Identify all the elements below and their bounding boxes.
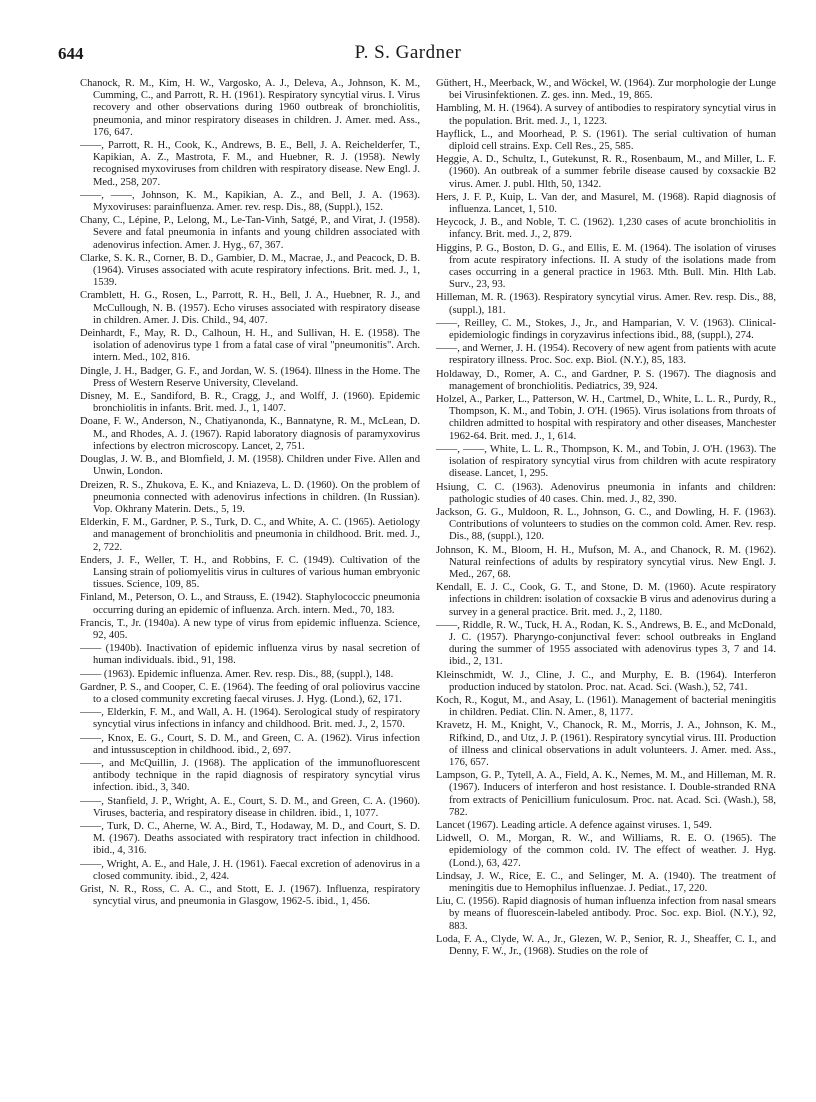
reference-entry: Francis, T., Jr. (1940a). A new type of virus from epidemic influenza. Science, 92, 405.	[80, 617, 420, 641]
reference-column-right	[436, 78, 776, 959]
reference-entry: Kleinschmidt, W. J., Cline, J. C., and Murphy, E. B. (1964). Interferon production induced by statolon. Proc. nat. Acad. Sci. (Wash.), 52, 741.	[436, 669, 776, 693]
reference-entry: ——, Riddle, R. W., Tuck, H. A., Rodan, K. S., Andrews, B. E., and McDonald, J. C. (1957). Pharyngo-conjunctival fever: school outbreaks in England during the summer of 1955 associated with adenovirus types 3, 7 and 14. ibid., 2, 131.	[436, 619, 776, 668]
reference-entry: ——, ——, White, L. L. R., Thompson, K. M., and Tobin, J. O'H. (1963). The isolation of respiratory syncytial virus from children with acute respiratory disease. Lancet, 1, 295.	[436, 443, 776, 480]
reference-entry: Lampson, G. P., Tytell, A. A., Field, A. K., Nemes, M. M., and Hilleman, M. R. (1967). Inducers of interferon and host resistance. I. Double-stranded RNA from extracts of Penicillium funiculosum. Proc. nat. Acad. Sci. (Wash.), 58, 782.	[436, 770, 776, 818]
reference-entry: —— (1940b). Inactivation of epidemic influenza virus by nasal secretion of human individuals. ibid., 91, 198.	[80, 643, 420, 667]
running-head-author: P. S. Gardner	[354, 42, 462, 63]
reference-entry: Deinhardt, F., May, R. D., Calhoun, H. H., and Sullivan, H. E. (1958). The isolation of adenovirus type 1 from a fatal case of viral "pneumonitis". Arch. intern. Med., 102, 816.	[80, 328, 420, 364]
reference-entry: Enders, J. F., Weller, T. H., and Robbins, F. C. (1949). Cultivation of the Lansing strain of poliomyelitis virus in cultures of various human embryonic tissues. Science, 109, 85.	[80, 554, 420, 591]
reference-column-left	[80, 78, 420, 909]
reference-entry: Hilleman, M. R. (1963). Respiratory syncytial virus. Amer. Rev. resp. Dis., 88, (suppl.), 181.	[436, 292, 776, 316]
reference-entry: Hers, J. F. P., Kuip, L. Van der, and Masurel, M. (1968). Rapid diagnosis of influenza. Lancet, 1, 510.	[436, 191, 776, 216]
page-header	[58, 44, 758, 70]
reference-entry: ——, and Werner, J. H. (1954). Recovery of new agent from patients with acute respiratory illness. Proc. Soc. exp. Biol. (N.Y.), 85, 183.	[436, 343, 776, 367]
reference-entry: ——, Wright, A. E., and Hale, J. H. (1961). Faecal excretion of adenovirus in a closed community. ibid., 2, 424.	[80, 858, 420, 882]
reference-entry: Higgins, P. G., Boston, D. G., and Ellis, E. M. (1964). The isolation of viruses from acute respiratory infections. II. A study of the isolations made from cases occurring in a general practice in 1963. Mth. Bull. Min. Hlth Lab. Surv., 23, 93.	[436, 242, 776, 291]
reference-entry: Chany, C., Lépine, P., Lelong, M., Le-Tan-Vinh, Satgé, P., and Virat, J. (1958). Severe and fatal pneumonia in infants and young children associated with adenovirus infection. Amer. J. Hyg., 67, 367.	[80, 215, 420, 251]
reference-entry: Jackson, G. G., Muldoon, R. L., Johnson, G. C., and Dowling, H. F. (1963). Contributions of volunteers to studies on the common cold. Amer. Rev. resp. Dis., 88, (suppl.), 120.	[436, 506, 776, 543]
reference-entry: —— (1963). Epidemic influenza. Amer. Rev. resp. Dis., 88, (suppl.), 148.	[80, 668, 394, 680]
reference-entry: ——, and McQuillin, J. (1968). The application of the immunofluorescent antibody technique in the rapid diagnosis of respiratory syncytial virus infection. ibid., 3, 340.	[80, 757, 420, 794]
reference-entry: Lindsay, J. W., Rice, E. C., and Selinger, M. A. (1940). The treatment of meningitis due to Hemophilus influenzae. J. Pediat., 17, 220.	[436, 870, 776, 894]
reference-entry: Disney, M. E., Sandiford, B. R., Cragg, J., and Wolff, J. (1960). Epidemic bronchiolitis in infants. Brit. med. J., 1, 1407.	[80, 391, 420, 415]
reference-entry: Holdaway, D., Romer, A. C., and Gardner, P. S. (1967). The diagnosis and management of bronchiolitis. Pediatrics, 39, 924.	[436, 368, 776, 392]
reference-entry: Güthert, H., Meerback, W., and Wöckel, W. (1964). Zur morphologie der Lunge bei Virusinfektionen. Z. ges. inn. Med., 19, 865.	[436, 78, 776, 102]
reference-entry: ——, Knox, E. G., Court, S. D. M., and Green, C. A. (1962). Virus infection and intussusception in childhood. ibid., 2, 697.	[80, 732, 420, 756]
reference-entry: Chanock, R. M., Kim, H. W., Vargosko, A. J., Deleva, A., Johnson, K. M., Cumming, C., and Parrott, R. H. (1961). Respiratory syncytial virus. I. Virus recovery and other observations during 1960 outbreak of bronchiolitis, pneumonia, and minor respiratory diseases in children. J. Amer. med. Ass., 176, 647.	[80, 78, 420, 138]
reference-entry: Gardner, P. S., and Cooper, C. E. (1964). The feeding of oral poliovirus vaccine to a closed community excreting faecal viruses. J. Hyg. (Lond.), 62, 171.	[80, 681, 420, 705]
reference-entry: Kendall, E. J. C., Cook, G. T., and Stone, D. M. (1960). Acute respiratory infections in children: isolation of coxsackie B virus and adenovirus during a survey in a general practice. Brit. med. J., 2, 1180.	[436, 582, 776, 618]
reference-entry: Johnson, K. M., Bloom, H. H., Mufson, M. A., and Chanock, R. M. (1962). Natural reinfections of adults by respiratory syncytial virus. New Engl. J. Med., 267, 68.	[436, 544, 776, 580]
reference-entry: Cramblett, H. G., Rosen, L., Parrott, R. H., Bell, J. A., Huebner, R. J., and McCullough, N. B. (1957). Echo viruses associated with respiratory disease in children. Amer. J. Dis. Child., 94, 407.	[80, 290, 420, 326]
reference-entry: ——, Elderkin, F. M., and Wall, A. H. (1964). Serological study of respiratory syncytial virus infections in infancy and childhood. Brit. med. J., 2, 1570.	[80, 707, 420, 731]
reference-entry: Loda, F. A., Clyde, W. A., Jr., Glezen, W. P., Senior, R. J., Sheaffer, C. I., and Denny, F. W., Jr., (1968). Studies on the role of	[436, 933, 776, 958]
reference-entry: ——, ——, Johnson, K. M., Kapikian, A. Z., and Bell, J. A. (1963). Myxoviruses: parainfluenza. Amer. rev. resp. Dis., 88, (Suppl.), 152.	[80, 189, 420, 214]
reference-entry: ——, Turk, D. C., Aherne, W. A., Bird, T., Hodaway, M. D., and Court, S. D. M. (1967). Deaths associated with respiratory tract infection in childhood. ibid., 4, 316.	[80, 820, 420, 857]
reference-entry: Kravetz, H. M., Knight, V., Chanock, R. M., Morris, J. A., Johnson, K. M., Rifkind, D., and Utz, J. P. (1961). Respiratory syncytial virus. III. Production of illness and clinical observations in adult volunteers. J. Amer. med. Ass., 176, 657.	[436, 720, 776, 768]
reference-entry: Heycock, J. B., and Noble, T. C. (1962). 1,230 cases of acute bronchiolitis in infancy. Brit. med. J., 2, 879.	[436, 217, 776, 241]
reference-entry: ——, Reilley, C. M., Stokes, J., Jr., and Hamparian, V. V. (1963). Clinical-epidemiologic findings in coryzavirus infections ibid., 88, (suppl.), 274.	[436, 317, 776, 342]
reference-entry: Hambling, M. H. (1964). A survey of antibodies to respiratory syncytial virus in the population. Brit. med. J., 1, 1223.	[436, 103, 776, 127]
reference-entry: Koch, R., Kogut, M., and Asay, L. (1961). Management of bacterial meningitis in children. Pediat. Clin. N. Amer., 8, 1177.	[436, 694, 776, 719]
reference-entry: Dreizen, R. S., Zhukova, E. K., and Kniazeva, L. D. (1960). On the problem of pneumonia connected with adenovirus infections in children. (In Russian). Vop. Okhrany Materin. Dets., 5, 19.	[80, 479, 420, 515]
reference-entry: Elderkin, F. M., Gardner, P. S., Turk, D. C., and White, A. C. (1965). Aetiology and management of bronchiolitis and pneumonia in childhood. Brit. med. J., 2, 722.	[80, 517, 420, 553]
reference-entry: Doane, F. W., Anderson, N., Chatiyanonda, K., Bannatyne, R. M., McLean, D. M., and Rhodes, A. J. (1967). Rapid laboratory diagnosis of paramyxovirus infections by electron microscopy. Lancet, 2, 751.	[80, 416, 420, 452]
reference-entry: ——, Stanfield, J. P., Wright, A. E., Court, S. D. M., and Green, C. A. (1960). Viruses, bacteria, and respiratory disease in children. ibid., 1, 1077.	[80, 795, 420, 819]
reference-entry: Clarke, S. K. R., Corner, B. D., Gambier, D. M., Macrae, J., and Peacock, D. B. (1964). Viruses associated with acute respiratory infections. Brit. med. J., 1, 1539.	[80, 252, 420, 289]
reference-entry: Liu, C. (1956). Rapid diagnosis of human influenza infection from nasal smears by means of fluorescein-labeled antibody. Proc. Soc. exp. Biol. (N.Y.), 92, 883.	[436, 896, 776, 932]
reference-entry: Dingle, J. H., Badger, G. F., and Jordan, W. S. (1964). Illness in the Home. The Press of Western Reserve University, Cleveland.	[80, 365, 420, 389]
reference-entry: Hayflick, L., and Moorhead, P. S. (1961). The serial cultivation of human diploid cell strains. Exp. Cell Res., 25, 585.	[436, 128, 776, 153]
reference-entry: Grist, N. R., Ross, C. A. C., and Stott, E. J. (1967). Influenza, respiratory syncytial virus, and pneumonia in Glasgow, 1962-5. ibid., 1, 456.	[80, 884, 420, 908]
reference-entry: Lidwell, O. M., Morgan, R. W., and Williams, R. E. O. (1965). The epidemiology of the common cold. IV. The effect of weather. J. Hyg. (Lond.), 63, 427.	[436, 833, 776, 869]
reference-entry: ——, Parrott, R. H., Cook, K., Andrews, B. E., Bell, J. A. Reichelderfer, T., Kapikian, A. Z., Mastrota, F. M., and Huebner, R. J. (1958). Newly recognised myxoviruses from children with respiratory disease. New Engl. J. Med., 258, 207.	[80, 140, 420, 188]
reference-entry: Hsiung, C. C. (1963). Adenovirus pneumonia in infants and children: pathologic studies of 40 cases. Chin. med. J., 82, 390.	[436, 481, 776, 505]
page-number: 644	[58, 44, 84, 63]
reference-entry: Douglas, J. W. B., and Blomfield, J. M. (1958). Children under Five. Allen and Unwin, London.	[80, 454, 420, 478]
reference-entry: Heggie, A. D., Schultz, I., Gutekunst, R. R., Rosenbaum, M., and Miller, L. F. (1960). An outbreak of a summer febrile disease caused by coxsackie B2 virus. Amer. J. publ. Hlth, 50, 1342.	[436, 154, 776, 190]
reference-entry: Lancet (1967). Leading article. A defence against viruses. 1, 549.	[436, 819, 712, 831]
reference-entry: Finland, M., Peterson, O. L., and Strauss, E. (1942). Staphylococcic pneumonia occurring during an epidemic of influenza. Arch. intern. Med., 70, 183.	[80, 592, 420, 616]
reference-entry: Holzel, A., Parker, L., Patterson, W. H., Cartmel, D., White, L. L. R., Purdy, R., Thompson, K. M., and Tobin, J. O'H. (1965). Virus isolations from throats of children admitted to hospital with respiratory and other diseases, Manchester 1962-64. Brit. med. J., 1, 614.	[436, 394, 776, 442]
